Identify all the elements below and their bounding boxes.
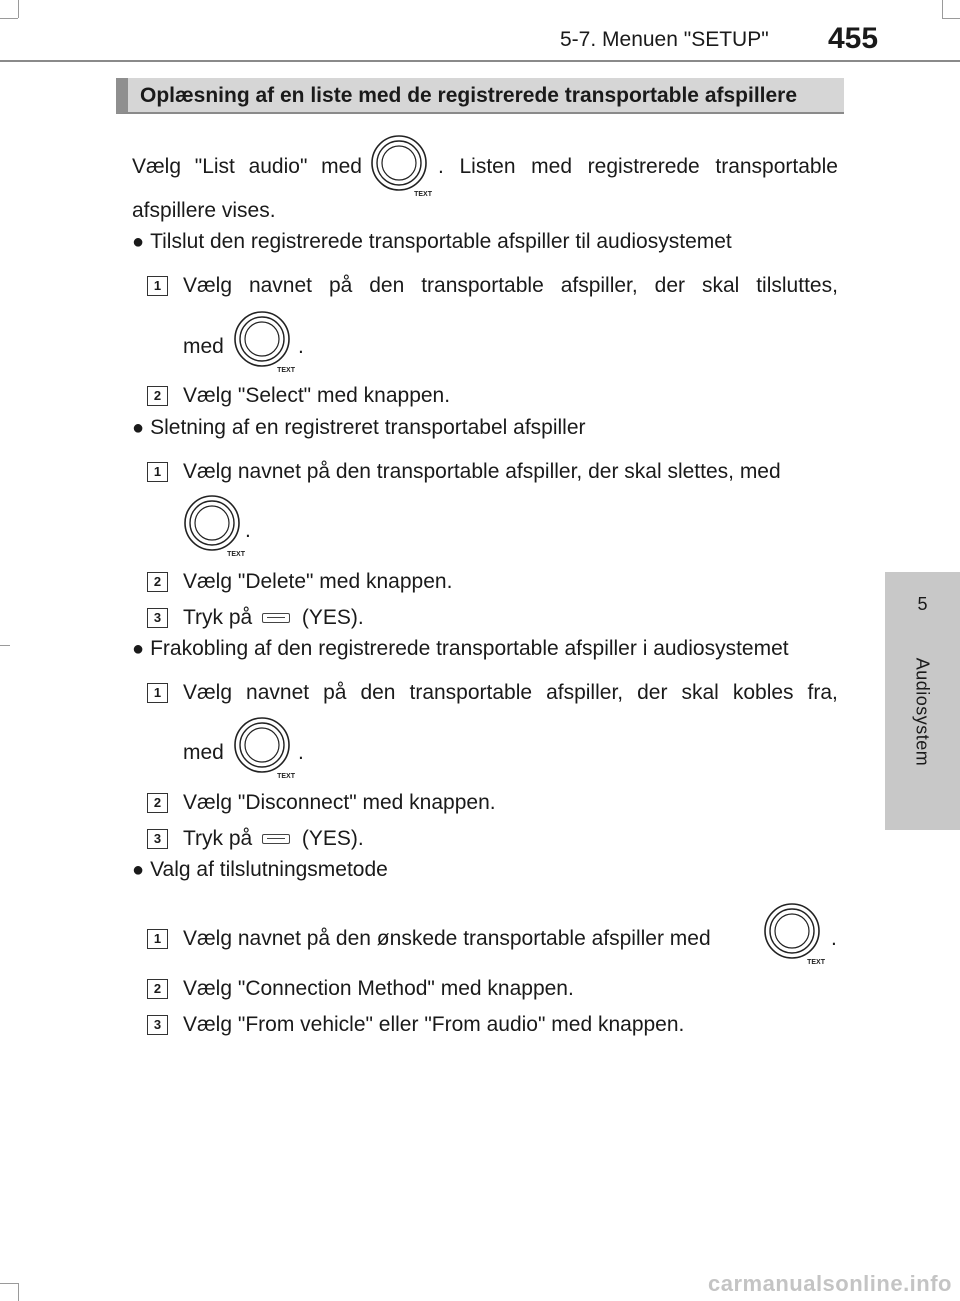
crop-mark	[18, 1283, 19, 1301]
section-heading	[116, 78, 844, 114]
step-text: Vælg navnet på den transportable afspiller, der skal tilsluttes,	[183, 274, 838, 297]
intro-part1: Vælg "List audio" med	[132, 155, 362, 178]
crop-mark	[0, 1283, 18, 1284]
step-text: .	[298, 741, 304, 764]
text-knob-icon	[183, 494, 247, 558]
bullet-item: ● Sletning af en registreret transportabel afspiller	[132, 416, 586, 439]
crop-mark	[0, 18, 18, 19]
text-knob-icon	[233, 716, 297, 780]
step-number: 1	[147, 276, 168, 296]
svg-text:TEXT: TEXT	[277, 773, 295, 780]
step-number: 1	[147, 683, 168, 703]
crop-mark	[0, 645, 10, 646]
page-number: 455	[828, 22, 879, 55]
step-text: Tryk på (YES).	[183, 827, 364, 850]
bullet-icon: ●	[132, 231, 145, 253]
step-text: Tryk på (YES).	[183, 606, 364, 629]
step-text: .	[298, 335, 304, 358]
svg-text:TEXT: TEXT	[414, 191, 432, 198]
bullet-item: ● Frakobling af den registrerede transportable afspiller i audiosystemet	[132, 637, 789, 660]
intro-part2: . Listen med registrerede transportable	[438, 155, 838, 178]
step-number: 2	[147, 979, 168, 999]
chapter-tab	[885, 572, 960, 830]
bullet-icon: ●	[132, 859, 145, 881]
step-text: Vælg navnet på den transportable afspiller, der skal kobles fra,	[183, 681, 838, 704]
step-text: Vælg navnet på den ønskede transportable afspiller med	[183, 927, 711, 950]
crop-mark	[942, 18, 960, 19]
text-knob-icon	[233, 310, 297, 374]
svg-text:TEXT: TEXT	[227, 551, 245, 558]
step-text: .	[245, 519, 251, 542]
crop-mark	[18, 0, 19, 18]
step-text: Vælg "Delete" med knappen.	[183, 570, 453, 593]
step-number: 2	[147, 386, 168, 406]
yes-button-icon	[262, 613, 290, 623]
step-number: 3	[147, 1015, 168, 1035]
step-text: Vælg "From vehicle" eller "From audio" med knappen.	[183, 1013, 685, 1036]
step-text: med	[183, 741, 224, 764]
step-number: 3	[147, 608, 168, 628]
bullet-item: ● Valg af tilslutningsmetode	[132, 858, 388, 881]
step-text: Vælg "Disconnect" med knappen.	[183, 791, 496, 814]
step-text: Vælg "Select" med knappen.	[183, 384, 451, 407]
bullet-icon: ●	[132, 638, 145, 660]
step-text: med	[183, 335, 224, 358]
running-header: 5-7. Menuen "SETUP"	[560, 28, 769, 51]
text-knob-icon	[763, 902, 827, 966]
header-rule	[0, 60, 960, 62]
step-number: 2	[147, 793, 168, 813]
svg-text:TEXT: TEXT	[807, 959, 825, 966]
step-text: Vælg "Connection Method" med knappen.	[183, 977, 574, 1000]
step-number: 3	[147, 829, 168, 849]
step-text: Vælg navnet på den transportable afspiller, der skal slettes, med	[183, 460, 781, 483]
intro-line2: afspillere vises.	[132, 199, 276, 222]
watermark: carmanualsonline.info	[708, 1271, 952, 1296]
yes-button-icon	[262, 834, 290, 844]
step-number: 1	[147, 462, 168, 482]
chapter-title: Audiosystem	[912, 657, 933, 767]
step-number: 1	[147, 929, 168, 949]
text-knob-icon	[370, 134, 434, 198]
bullet-icon: ●	[132, 417, 145, 439]
step-number: 2	[147, 572, 168, 592]
crop-mark	[942, 0, 943, 18]
chapter-number: 5	[917, 594, 928, 614]
step-text: .	[831, 927, 837, 950]
bullet-item: ● Tilslut den registrerede transportable afspiller til audiosystemet	[132, 230, 732, 253]
svg-text:TEXT: TEXT	[277, 367, 295, 374]
section-title: Oplæsning af en liste med de registrerede transportable afspillere	[140, 84, 798, 107]
